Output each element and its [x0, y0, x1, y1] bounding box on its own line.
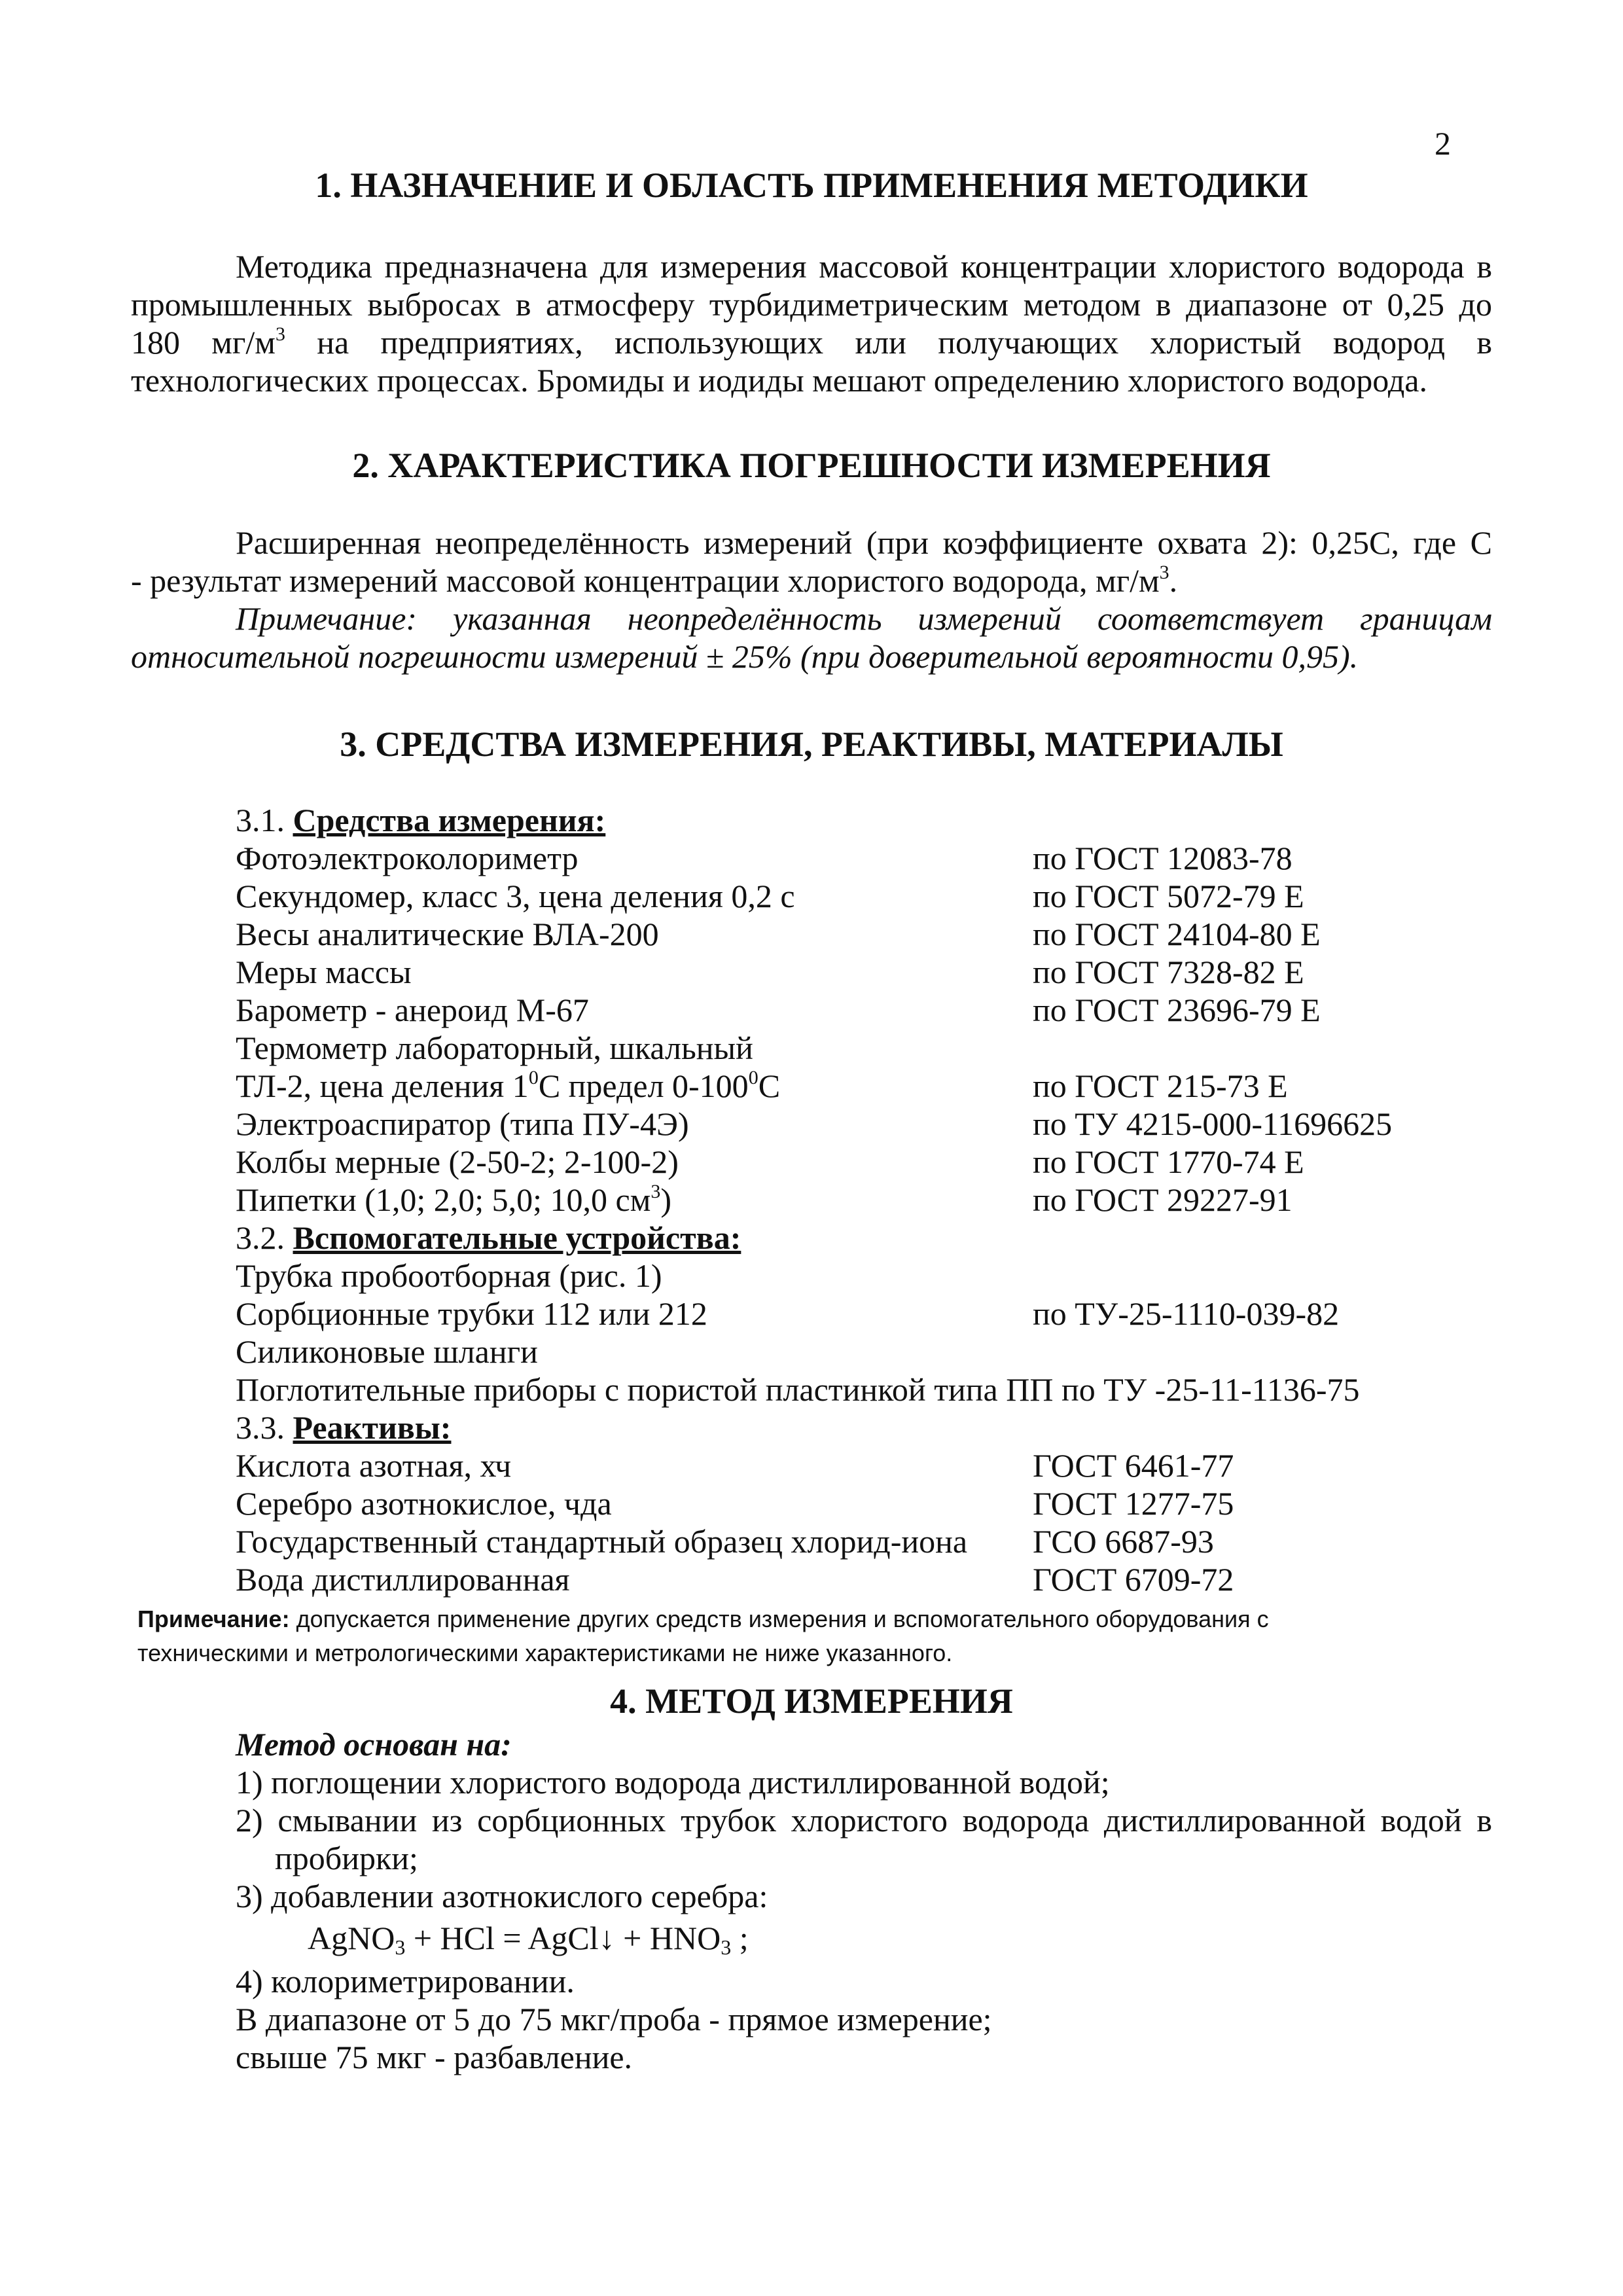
method-item-2-line-1: 2) смывании из сорбционных трубок хлористого водорода дистиллированной водой в [236, 1802, 1492, 1839]
reaction-formula: AgNO$_3$ + HCl = AgCl↓ + $HNO_3$ ; [308, 1920, 749, 1959]
method-intro: Метод основан на: [236, 1726, 512, 1763]
section-3-note-line-2: техническими и метрологическими характеристиками не ниже указанного. [137, 1640, 953, 1666]
device-name: Сорбционные трубки 112 или 212 [236, 1295, 707, 1332]
reagent-name: Вода дистиллированная [236, 1561, 570, 1598]
method-item-2-line-2: пробирки; [275, 1840, 418, 1876]
instrument-name: Меры массы [236, 954, 412, 990]
section-1-line-1: Методика предназначена для измерения массовой концентрации хлористого водорода в [236, 248, 1492, 285]
instrument-standard: по ГОСТ 215-73 Е [1033, 1067, 1288, 1104]
instrument-standard: по ТУ 4215-000-11696625 [1033, 1105, 1393, 1142]
method-range-2: свыше 75 мкг - разбавление. [236, 2039, 633, 2075]
thermometer-spec: ТЛ-2, цена деления $1^0С$ предел $0-100^0С$ [236, 1067, 781, 1104]
section-2-line-1: Расширенная неопределённость измерений (при коэффициенте охвата 2): 0,25С, где С [236, 524, 1492, 561]
reagent-standard: ГОСТ 6709-72 [1033, 1561, 1234, 1598]
section-4-heading: 4. МЕТОД ИЗМЕРЕНИЯ [610, 1681, 1013, 1721]
section-2-heading: 2. ХАРАКТЕРИСТИКА ПОГРЕШНОСТИ ИЗМЕРЕНИЯ [352, 446, 1271, 485]
subsection-3-2: 3.2. Вспомогательные устройства: [236, 1219, 741, 1256]
reagent-name: Серебро азотнокислое, чда [236, 1485, 612, 1522]
subsection-3-1: 3.1. Средства измерения: [236, 802, 606, 838]
instrument-standard: по ГОСТ 24104-80 Е [1033, 916, 1321, 952]
section-3-heading: 3. СРЕДСТВА ИЗМЕРЕНИЯ, РЕАКТИВЫ, МАТЕРИАЛЫ [340, 725, 1283, 764]
section-2-line-2: - результат измерений массовой концентрации хлористого водорода, $мг/м^3$. [131, 562, 1178, 599]
device-name: Трубка пробоотборная (рис. 1) [236, 1257, 662, 1294]
instrument-standard: по ГОСТ 7328-82 Е [1033, 954, 1304, 990]
method-range-1: В диапазоне от 5 до 75 мкг/проба - прямое измерение; [236, 2001, 992, 2037]
reagent-standard: ГОСТ 6461-77 [1033, 1447, 1234, 1484]
device-standard: по ТУ-25-1110-039-82 [1033, 1295, 1340, 1332]
subsection-3-3: 3.3. Реактивы: [236, 1409, 452, 1446]
page-number: 2 [1435, 125, 1451, 162]
section-1-line-4: технологических процессах. Бромиды и иодиды мешают определению хлористого водорода. [131, 362, 1427, 399]
instrument-name: Колбы мерные (2-50-2; 2-100-2) [236, 1143, 679, 1180]
reagent-standard: ГОСТ 1277-75 [1033, 1485, 1234, 1522]
instrument-name: Барометр - анероид М-67 [236, 992, 589, 1028]
reagent-name: Кислота азотная, хч [236, 1447, 512, 1484]
section-1-line-2: промышленных выбросах в атмосферу турбидиметрическим методом в диапазоне от 0,25 до [131, 286, 1492, 323]
instrument-standard: по ГОСТ 29227-91 [1033, 1181, 1293, 1218]
method-item-4: 4) колориметрировании. [236, 1963, 575, 2000]
instrument-name: Пипетки (1,0; 2,0; 5,0; 10,0 $см^3$) [236, 1181, 672, 1218]
method-item-3: 3) добавлении азотнокислого серебра: [236, 1878, 768, 1914]
instrument-name: Электроаспиратор (типа ПУ-4Э) [236, 1105, 689, 1142]
section-1-line-3: 180 $мг/м^3$ на предприятиях, использующих или получающих хлористый водород в [131, 323, 1492, 361]
reagent-standard: ГСО 6687-93 [1033, 1523, 1214, 1560]
instrument-standard: по ГОСТ 23696-79 Е [1033, 992, 1321, 1028]
instrument-standard: по ГОСТ 1770-74 Е [1033, 1143, 1304, 1180]
instrument-standard: по ГОСТ 5072-79 Е [1033, 878, 1304, 914]
section-2-note-line-2: относительной погрешности измерений ± 25% (при доверительной вероятности 0,95). [131, 638, 1359, 675]
section-2-note-line-1: Примечание: указанная неопределённость измерений соответствует границам [236, 600, 1492, 637]
instrument-name: Фотоэлектроколориметр [236, 840, 579, 876]
reagent-name: Государственный стандартный образец хлорид-иона [236, 1523, 968, 1560]
method-item-1: 1) поглощении хлористого водорода дистиллированной водой; [236, 1764, 1110, 1801]
instrument-name: Термометр лабораторный, шкальный [236, 1030, 753, 1066]
instrument-name: Весы аналитические ВЛА-200 [236, 916, 659, 952]
instrument-standard: по ГОСТ 12083-78 [1033, 840, 1293, 876]
device-name: Силиконовые шланги [236, 1333, 538, 1370]
instrument-name: Секундомер, класс 3, цена деления 0,2 с [236, 878, 795, 914]
section-1-heading: 1. НАЗНАЧЕНИЕ И ОБЛАСТЬ ПРИМЕНЕНИЯ МЕТОДИКИ [315, 166, 1308, 205]
absorbers-line: Поглотительные приборы с пористой пластинкой типа ПП по ТУ -25-11-1136-75 [236, 1371, 1360, 1408]
section-3-note-line-1: Примечание: допускается применение других средств измерения и вспомогательного оборудования с [137, 1605, 1269, 1632]
